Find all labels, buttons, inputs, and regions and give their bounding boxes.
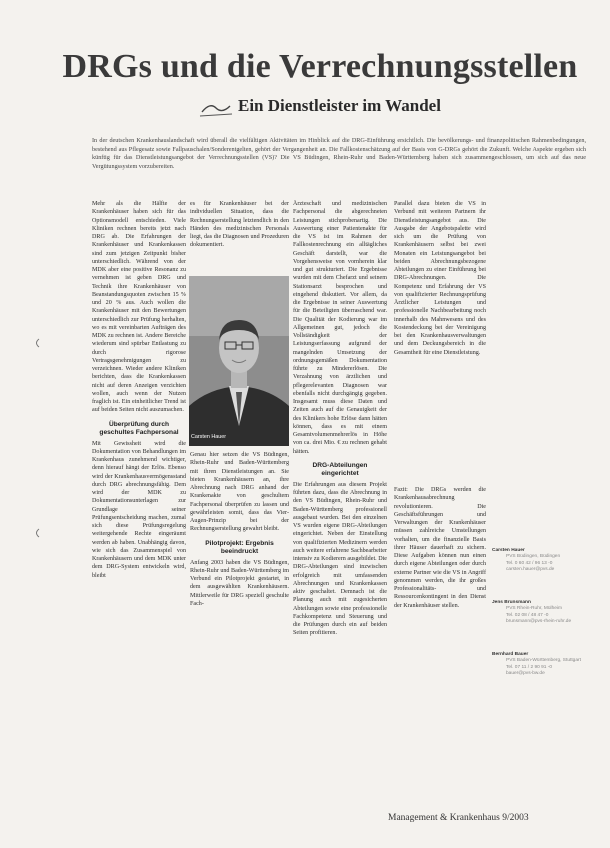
handwritten-mark-icon [196,98,236,120]
contact-line: PVS Rhein-Ruhr, Mülheim [506,606,562,612]
page-footer: Management & Krankenhaus 9/2003 [388,813,529,823]
body-paragraph: Parallel dazu bieten die VS in Verbund mit weiteren Partnern ihr Dienstleistungsangebot aus. Die Ausgabe der Angebotspalette wird sich um die Prüfung von Krankenhäusern selbst bei zwei Monaten ein Leistungsangebot bei beiden Abrechnungsbezogene Abteilungen zu einer Einführung bei DRG-Abrechnungen. Die Kompetenz und Erfahrung der VS von qualifizierter Rechnungsprüfung Ärztlicher Leistungen und professionelle Nachbearbeitung noch innerhalb des Mahnwesens und des Kostendeckung bei der Vereinigung bei den Krankenhausverwaltungen und dem Deckungsbereich in die Gesamtheit für eine Dienstleistung. [394,201,486,356]
contact-line: carsten.hauer@pvs.de [506,567,555,573]
section-heading: Pilotprojekt: Ergebnis beeindruckt [205,539,274,555]
contact-line: Tel. 07 11 / 2 90 91 -0 [506,664,553,670]
body-paragraph: Mit Gewissheit wird die Dokumentation von Behandlungen im Krankenhaus zunehmend wichtiger, denn hierauf hängt der Erlös. Ebenso wird der Krankenhausvermögensstand durch DRG abrechnungsfähig. Dem wird der MDK zu Dokumentationsunterlagen zur Grundlage seiner Prüfungsentscheidung machen, zumal sich diese Prüfungsregelung weitergehende Rechte eingeräumt werden ab haben. Unabhängig davon, wie sich das Zusammenspiel von Krankenhäusern und dem MDK unter dem DRG-System entwickeln wird, bleibt [92,440,186,579]
contact-name: Jens Brunsmann [492,600,531,605]
article-intro: In der deutschen Krankenhauslandschaft wird überall die vielfältigen Aktivitäten im Hinblick auf die DRG-Einführung ersichtlich. Die bevölkerungs- und finanzpolitischen Rahmenbedingungen, bestehend aus Pflegesatz sowie Fallpauschalen/Sonderentgelten, gehört der Vergangenheit an. Die Fallkostenschätzung auf der Basis von G-DRGs gehört die Zukunft. Welche Aspekte ergeben sich künftig für das Dienstleistungsangebot der Verrechnungsstellen (VS)? Die VS Büdingen, Rhein-Ruhr und Baden-Württemberg haben sich zusammengeschlossen, um sich auf das neue Vergütungssystem vorzubereiten. [92,137,586,170]
contact-name: Carsten Hauer [492,548,525,553]
text-column-1 [92,200,186,580]
body-paragraph: Mehr als die Hälfte der Krankenhäuser haben sich für das Optionsmodell entschieden. Viele Kliniken rechnen bereits jetzt nach DRG ab. Die Erfahrungen der Krankenhäuser und Krankenkassen sind zum jetzigen Zeitpunkt bisher unterschiedlich. Während von der MDK aber eine positive Resonanz zu vernehmen ist geben DRG und Technik ihre Krankenhäuser von Beanstandungsquoten zwischen 15 % und 20 % aus. Auch wollen die Krankenhäuser mit den Bewertungen unterschiedlich zur Prüfung herhalten, wo es mit vereinbarten Aufträgen des MDK zu rechnen ist. Andere Bereiche wiederum sind spürbar Entlastung zu durch rigorose Vertragsgenehmigungen zu verzeichnen. Wieder andere Kliniken berichten, dass die Krankenkassen nicht auf deren Anzeigen verzichten wollen, auch wenn der Nutzen fraglich ist. Ein einheitlicher Trend ist auf beiden Seiten nicht auszumachen. [92,201,186,414]
text-column-3 [293,200,387,638]
portrait-photo [189,276,289,446]
contact-box [492,652,586,678]
punch-hole-mark [34,528,40,538]
punch-hole-mark [34,338,40,348]
contact-line: bauer@pvs-bw.de [506,671,545,677]
contact-line: Tel. 0 60 42 / 96 13 -0 [506,560,553,566]
text-column-2-lower [190,451,289,608]
text-column-4-lower [394,486,486,610]
section-heading: Überprüfung durch geschultes Fachpersonal [99,420,179,436]
body-paragraph: Fazit: Die DRGs werden die Krankenhausabrechnung revolutionieren. Die Geschäftsführungen und Verwaltungen der Krankenhäuser müssen zahlreiche Umstellungen vorhalten, um die finanzielle Basis ihrer Häuser dauerhaft zu sichern. Diese Aufgaben können nun einen durch eigene Abteilungen oder durch externe Partner wie die VS in Angriff genommen werden, die ihr großes Professionalitäts- und Ressourcenkontingent in den Dienst der Krankenhäuser stellen. [394,487,486,609]
body-paragraph: Die Erfahrungen aus diesem Projekt führten dazu, dass die Abrechnung in den VS Büdingen, Rhein-Ruhr und Baden-Württemberg professionell ausgebaut wurden. Bei den einzelnen VS wurden eigene DRG-Abteilungen eingerichtet. Neben der Einstellung von qualifizierten Medizinern werden auch weitere erfahrene Sachbearbeiter intensiv zu Kodierern ausgebildet. Die DRG-Abteilungen sind inzwischen erfolgreich mit umfassenden Abrechnungen und Krankenkassen aktiv geschaltet. Demnach ist die Planung auch mit zugesicherten Abteilungen sowie eine professionelle Fachkompetenz und Steuerung und die Prüfungen durch ein auf beiden Seiten profitieren. [293,481,387,637]
contact-box [492,548,586,574]
photo-caption: Carsten Hauer [191,434,227,440]
body-paragraph: Genau hier setzen die VS Büdingen, Rhein-Ruhr und Baden-Württemberg mit ihren Dienstleistungen an. Sie bieten Krankenhäusern an, ihre Abrechnung nach DRG anhand der Krankenakte von geschultem Fachpersonal überprüfen zu lassen und gewährleisten somit, dass das Vier-Augen-Prinzip bei der Rechnungserstellung gewahrt bleibt. [190,452,289,533]
section-heading: DRG-Abteilungen eingerichtet [312,461,368,477]
contact-line: Tel. 02 08 / 48 47 -0 [506,612,549,618]
text-column-4 [394,200,486,357]
article-subtitle: Ein Dienstleister im Wandel [238,96,441,115]
contact-line: brunsmann@pvs-rhein-ruhr.de [506,619,572,625]
body-paragraph: Ärzteschaft und medizinischen Fachpersonal die abgerechneten Leistungen stichprobenartig. Die Auswertung einer Patientenakte für die VS ist im Rahmen der Fallkostenrechnung ein alltägliches Geschäft darstellt, war die Vorgehensweise von vornherein klar und gut strukturiert. Die Ergebnisse wurden mit dem Chefarzt und seinem Stationsarzt besprochen und eingehend diskutiert. Vor allem, da die Ergebnisse in seiner Auswertung für die Beteiligten überraschend war. Die Qualität der Kodierung war im Allgemeinen gut, jedoch die Vollständigkeit der Leistungserfassung aufgrund der mangelnden Umsetzung der ordnungsgemäßen Dokumentation führte zu Mindererlösen. Die Verzahnung von ärztlichen und pflegerelevanten Diagnosen war ebenfalls nicht durchgängig gegeben. Insgesamt muss diese Daten und Zeiten auch auf die Genauigkeit der des Klinikers hohe Erlöse dann hätten können, dass es mit einem Gesamtvolumenmehrerlös in Höhe von ca. drei Mio. € zu rechnen gehabt hätten. [293,201,387,455]
article-title: DRGs und die Verrechnungsstellen [62,48,578,85]
contact-box [492,600,586,626]
text-column-2 [190,200,289,250]
body-paragraph: Anfang 2003 haben die VS Büdingen, Rhein-Ruhr und Baden-Württemberg im Verbund ein Pilotprojekt gestartet, in dem ausgewählten Krankenhäusern. Mittlerweile für DRG speziell geschulte Fach- [190,559,289,607]
body-paragraph: es für Krankenhäuser bei der individuellen Situation, dass die Rechnungserstellung letztendlich in den Händen des medizinischen Personals liegt, das die Diagnosen und Prozeduren dokumentiert. [190,201,289,249]
contact-line: PVS Baden-Württemberg, Stuttgart [506,658,581,664]
contact-line: PVS Büdingen, Büdingen [506,554,561,560]
contact-name: Bernhard Bauer [492,652,529,657]
